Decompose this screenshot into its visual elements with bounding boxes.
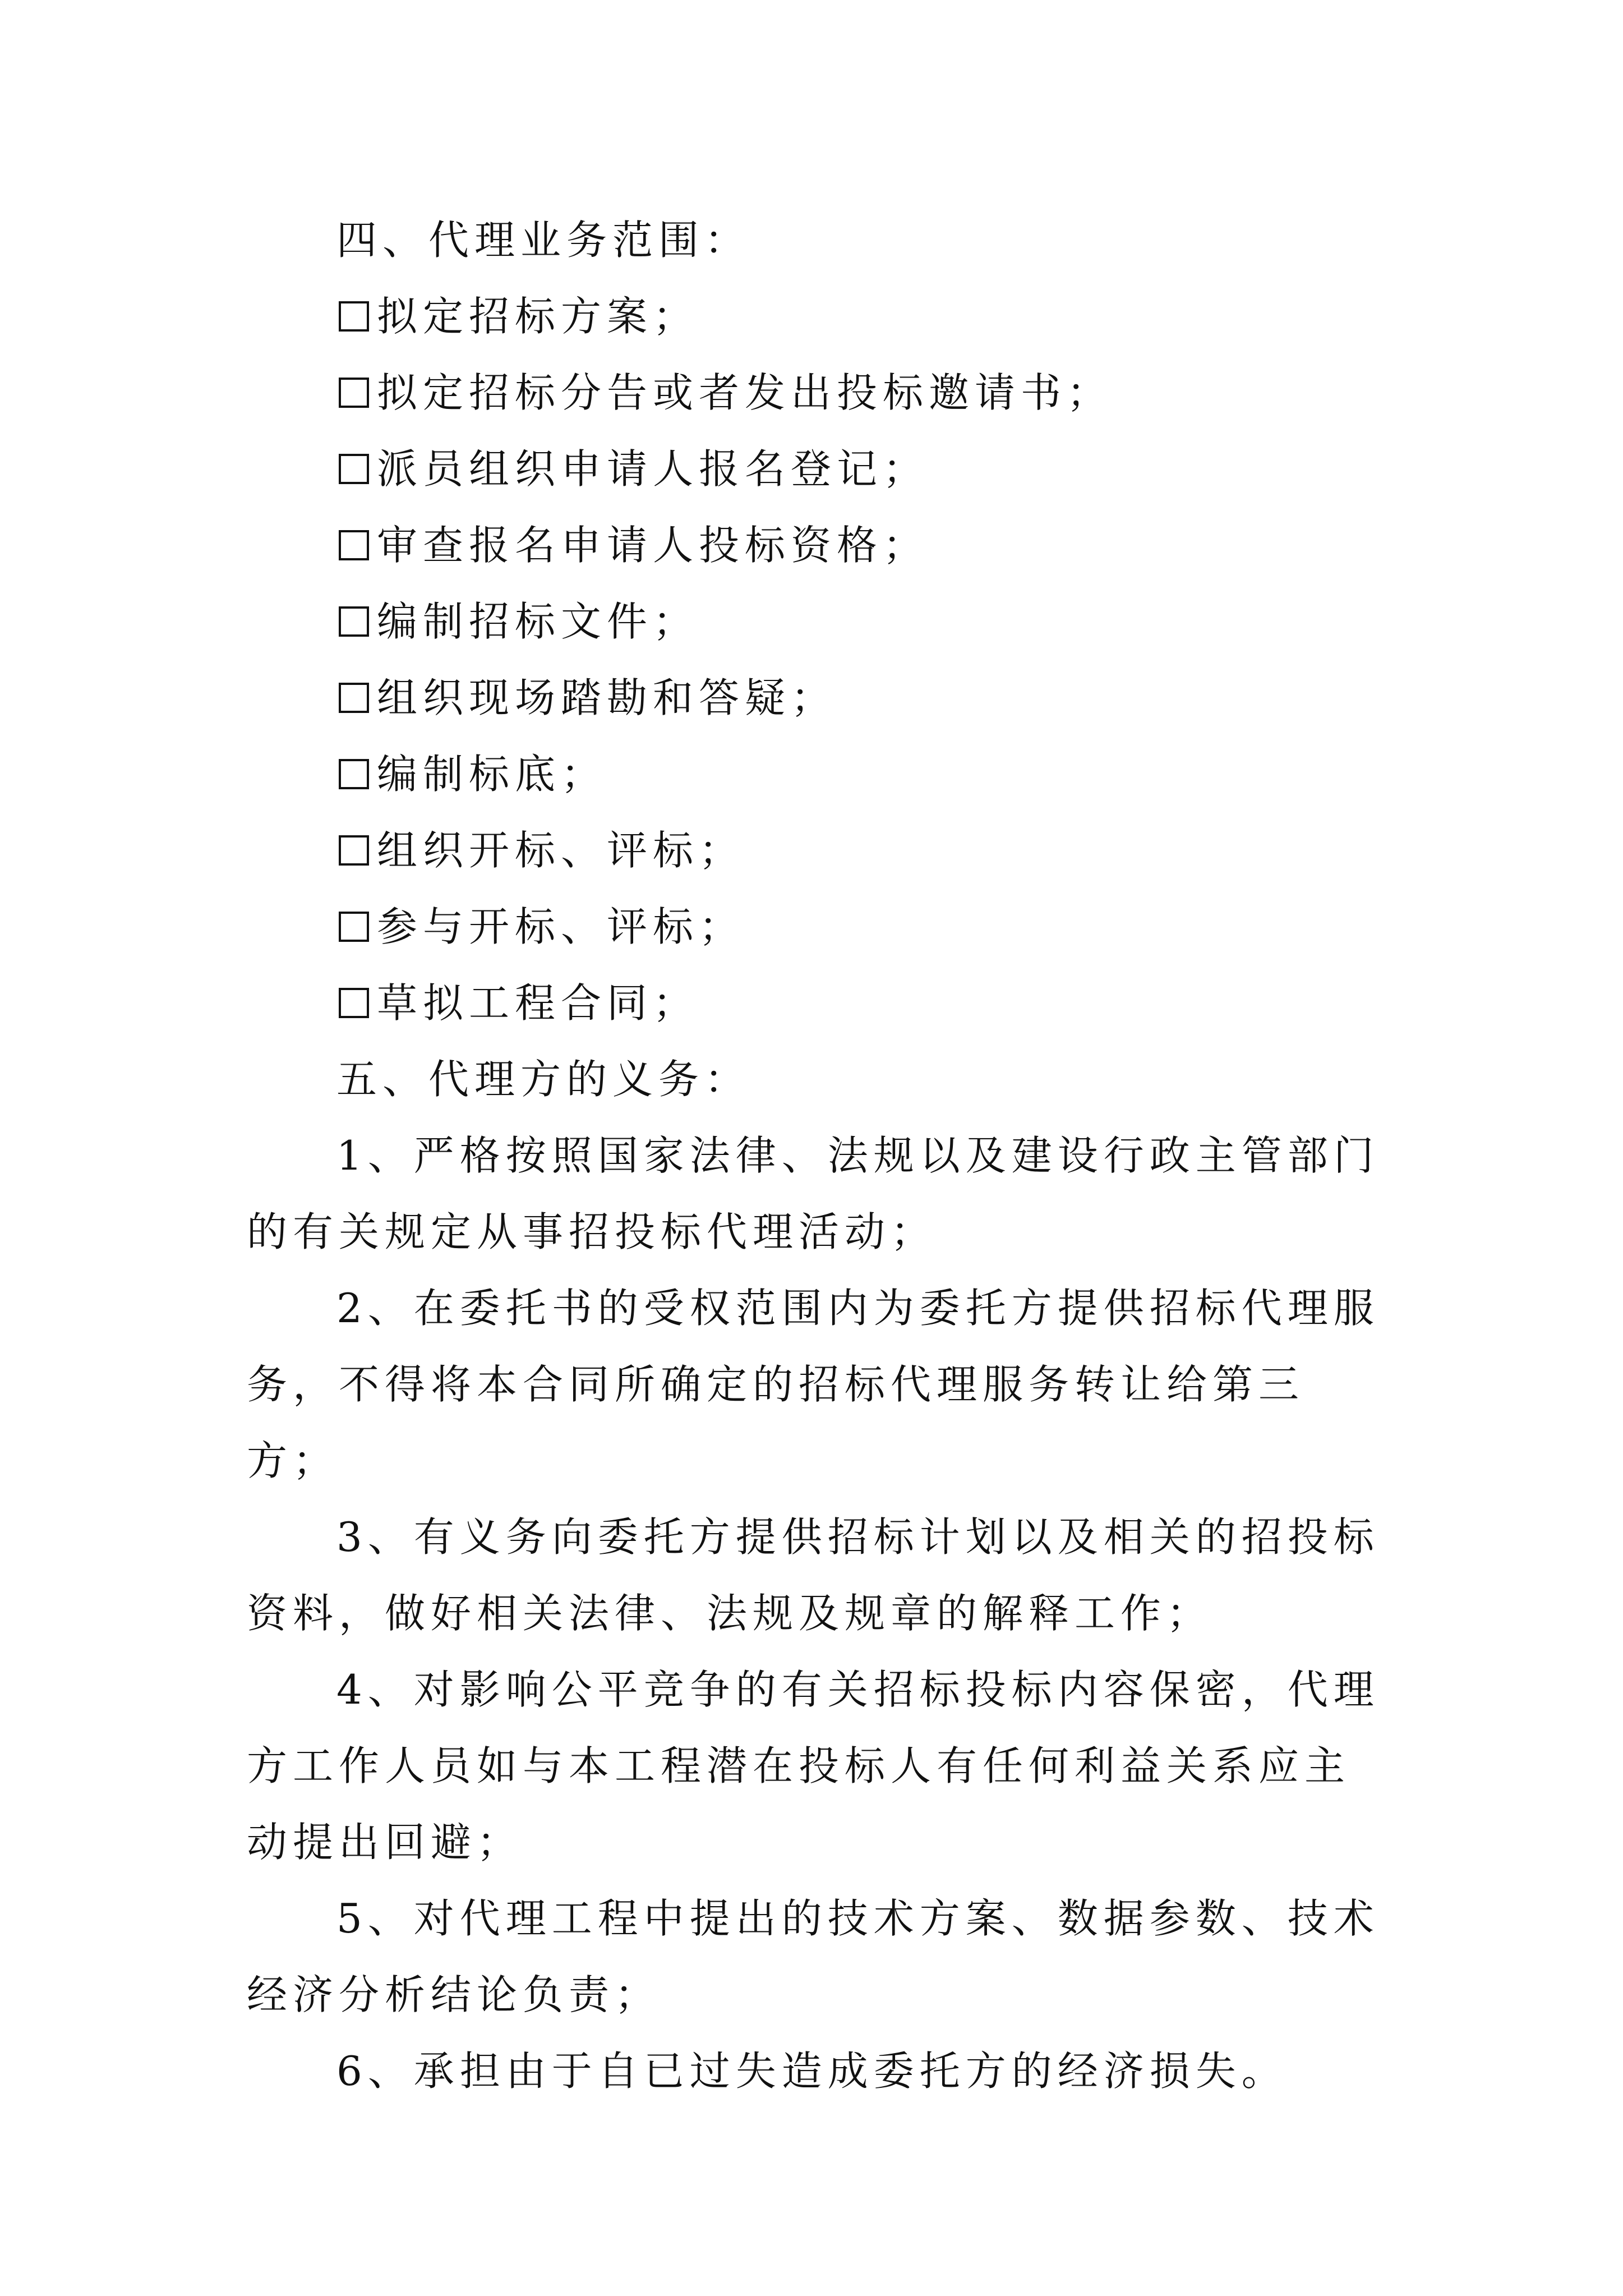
checkbox-icon[interactable] bbox=[339, 301, 369, 332]
checklist-item-label: 参与开标、评标； bbox=[377, 903, 745, 950]
checkbox-icon[interactable] bbox=[339, 759, 369, 789]
checklist-item[interactable] bbox=[247, 889, 1391, 965]
checklist-item-label: 派员组织申请人报名登记； bbox=[377, 445, 929, 493]
checklist-item[interactable] bbox=[247, 278, 1391, 355]
checklist-item-label: 草拟工程合同； bbox=[377, 979, 699, 1027]
checklist-item-label: 拟定招标方案； bbox=[377, 293, 699, 340]
obligation-paragraph: 6、承担由于自已过失造成委托方的经济损失。 bbox=[336, 2047, 1288, 2095]
checklist-item-label: 编制标底； bbox=[377, 751, 607, 798]
checklist-item-label: 编制招标文件； bbox=[377, 598, 699, 645]
scope-checklist bbox=[247, 278, 1391, 1041]
checklist-item[interactable] bbox=[247, 431, 1391, 507]
checkbox-icon[interactable] bbox=[339, 530, 369, 560]
checklist-item[interactable] bbox=[247, 812, 1391, 889]
checkbox-icon[interactable] bbox=[339, 683, 369, 713]
obligations-list bbox=[247, 1117, 1391, 2109]
checklist-item-label: 审查报名申请人投标资格； bbox=[377, 522, 929, 569]
checkbox-icon[interactable] bbox=[339, 378, 369, 408]
checkbox-icon[interactable] bbox=[339, 988, 369, 1018]
obligation-paragraph: 4、对影响公平竞争的有关招标投标内容保密，代理方工作人员如与本工程潜在投标人有任何利益关系应主动提出回避； bbox=[247, 1666, 1380, 1866]
obligation-paragraph: 2、在委托书的受权范围内为委托方提供招标代理服务，不得将本合同所确定的招标代理服务转让给第三方； bbox=[247, 1285, 1380, 1484]
checklist-item-label: 组织开标、评标； bbox=[377, 827, 745, 874]
checklist-item[interactable] bbox=[247, 965, 1391, 1041]
checklist-item[interactable] bbox=[247, 583, 1391, 660]
checkbox-icon[interactable] bbox=[339, 835, 369, 866]
checklist-item[interactable] bbox=[247, 660, 1391, 736]
checklist-item-label: 拟定招标分告或者发出投标邀请书； bbox=[377, 369, 1113, 416]
checkbox-icon[interactable] bbox=[339, 606, 369, 637]
obligation-paragraph: 1、严格按照国家法律、法规以及建设行政主管部门的有关规定从事招投标代理活动； bbox=[247, 1132, 1380, 1255]
document-body bbox=[247, 202, 1391, 2109]
checklist-item[interactable] bbox=[247, 507, 1391, 583]
checklist-item[interactable] bbox=[247, 355, 1391, 431]
checkbox-icon[interactable] bbox=[339, 454, 369, 484]
obligation-paragraph: 3、有义务向委托方提供招标计划以及相关的招投标资料，做好相关法律、法规及规章的解释工作； bbox=[247, 1513, 1380, 1637]
obligation-paragraph: 5、对代理工程中提出的技术方案、数据参数、技术经济分析结论负责； bbox=[247, 1895, 1380, 2018]
checklist-item-label: 组织现场踏勘和答疑； bbox=[377, 674, 837, 721]
checkbox-icon[interactable] bbox=[339, 912, 369, 942]
checklist-item[interactable] bbox=[247, 736, 1391, 812]
section-5-heading: 五、代理方的义务： bbox=[336, 1056, 751, 1103]
section-4-heading: 四、代理业务范围： bbox=[336, 217, 751, 264]
